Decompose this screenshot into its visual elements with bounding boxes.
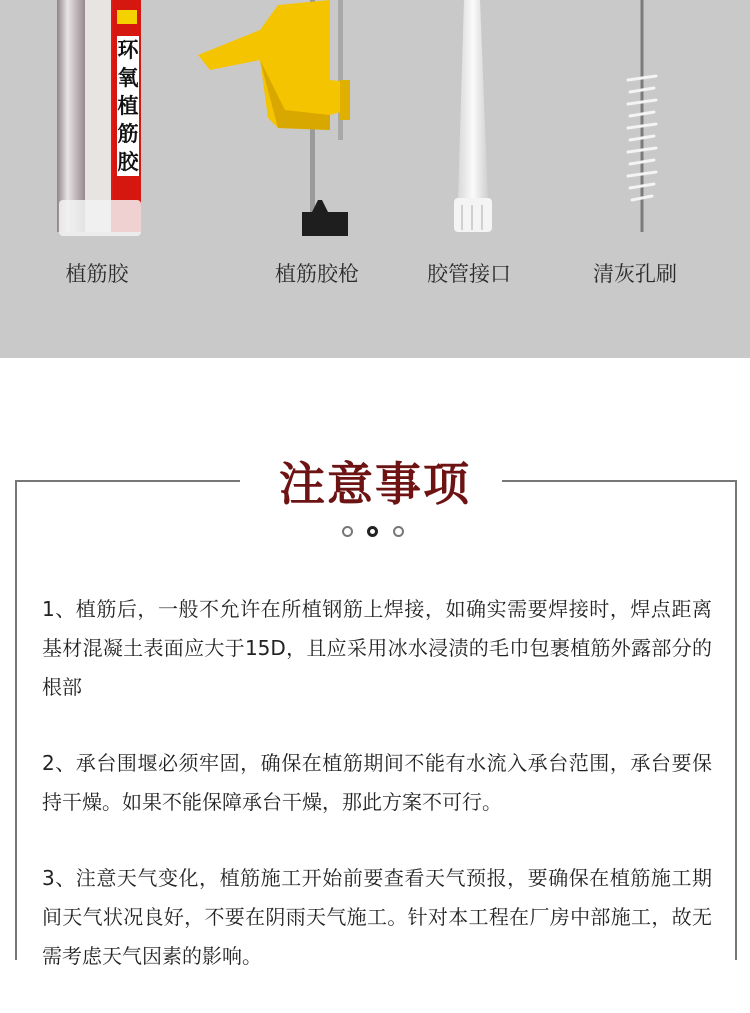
product-label-glue: 植筋胶 [65, 262, 129, 286]
product-label-brush: 清灰孔刷 [593, 262, 677, 286]
product-label-gun: 植筋胶枪 [275, 262, 359, 286]
pagination-dots [340, 526, 410, 542]
product-panel [0, 0, 750, 358]
cleaning-brush-icon [622, 0, 662, 236]
glue-gun-image [190, 0, 360, 240]
pagination-dot-3[interactable] [393, 526, 404, 537]
brush-image [622, 0, 662, 236]
nozzle-icon [448, 0, 498, 236]
section-title: 注意事项 [279, 457, 471, 511]
note-item-2: 2、承台围堰必须牢固，确保在植筋期间不能有水流入承台范围，承台要保持干燥。如果不能保障承台干燥，那此方案不可行。 [42, 751, 712, 814]
pagination-dot-2[interactable] [367, 526, 378, 537]
glue-tube-image [55, 0, 145, 238]
glue-gun-icon [190, 0, 360, 240]
pagination-dot-1[interactable] [342, 526, 353, 537]
glue-tube-text: 环氧植筋胶 [117, 38, 139, 174]
nozzle-image [448, 0, 498, 236]
note-item-3: 3、注意天气变化，植筋施工开始前要查看天气预报，要确保在植筋施工期间天气状况良好，不要在阴雨天气施工。针对本工程在厂房中部施工，故无需考虑天气因素的影响。 [42, 866, 712, 968]
notes-list [42, 590, 712, 1013]
note-item-1: 1、植筋后，一般不允许在所植钢筋上焊接，如确实需要焊接时，焊点距离基材混凝土表面应大于15D，且应采用冰水浸渍的毛巾包裹植筋外露部分的根部 [42, 597, 712, 699]
product-label-nozzle: 胶管接口 [427, 262, 511, 286]
